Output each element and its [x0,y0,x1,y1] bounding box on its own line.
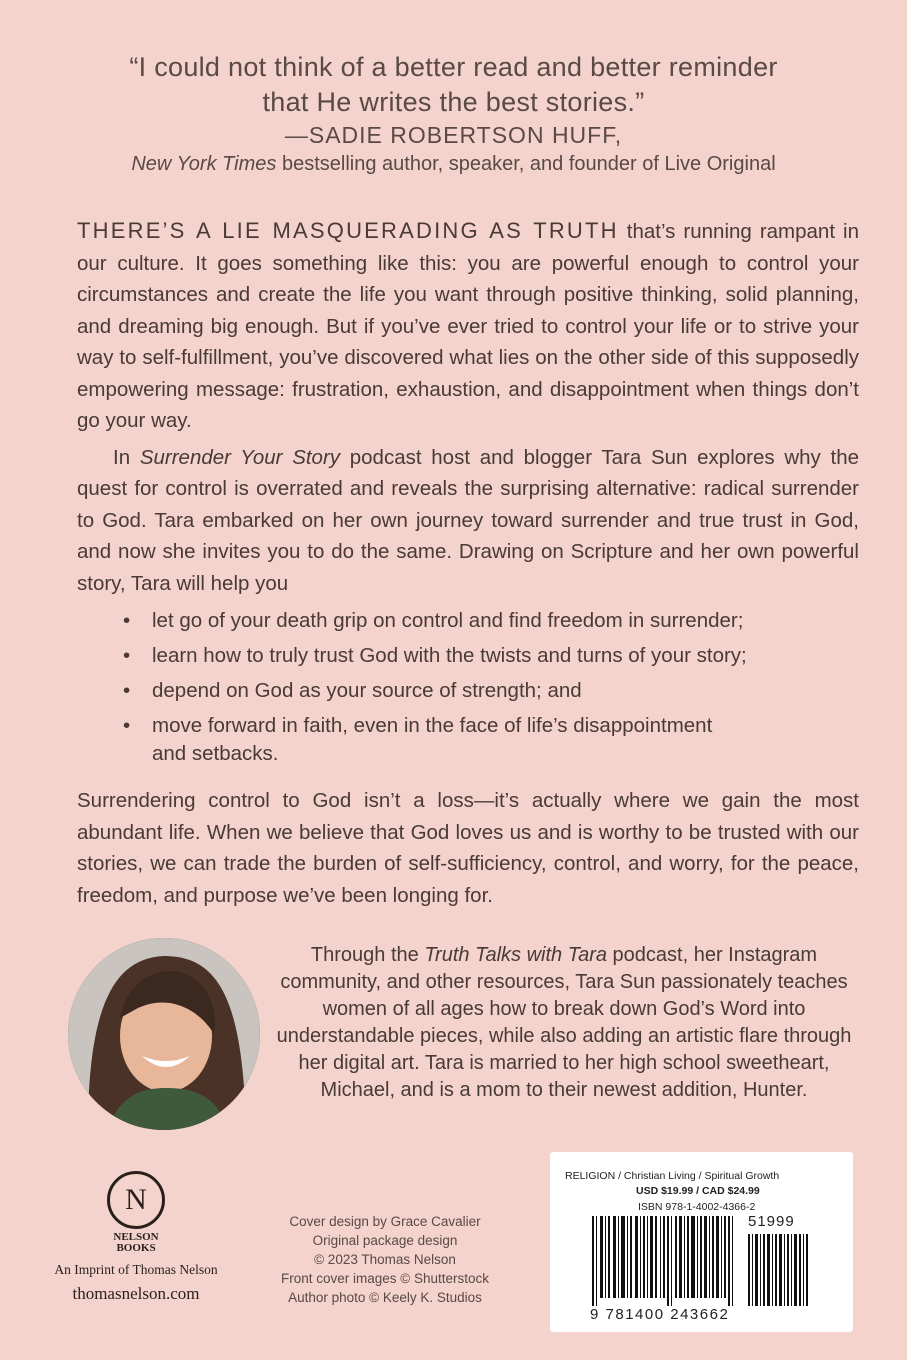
price-code: 51999 [748,1213,795,1230]
publisher-imprint: An Imprint of Thomas Nelson [54,1262,218,1277]
publisher-website: thomasnelson.com [72,1284,200,1303]
quote-descriptor-rest: bestselling author, speaker, and founder of Live Original [276,153,776,175]
podcast-title: Truth Talks with Tara [424,944,607,966]
bio-pre: Through the [310,944,425,966]
list-item-text: move forward in faith, even in the face of life’s disappointment and setbacks. [152,714,713,765]
quote-descriptor-publication: New York Times [131,153,277,175]
credit-line: Cover design by Grace Cavalier [289,1214,481,1229]
publisher-name [86,1232,186,1254]
publisher-name-line-2: BOOKS [116,1242,156,1254]
list-item-text: let go of your death grip on control and find freedom in surrender; [152,609,744,632]
bullet-icon: • [123,679,131,702]
list-item [120,712,742,768]
credit-line: Front cover images © Shutterstock [280,1271,490,1286]
book-title: Surrender Your Story [139,445,341,469]
list-item-text: learn how to truly trust God with the twists and turns of your story; [152,644,747,667]
credit-line: Author photo © Keely K. Studios [288,1290,482,1305]
author-photo [68,938,260,1130]
category-label: RELIGION / Christian Living / Spiritual Growth [565,1170,780,1182]
list-item [120,607,820,635]
bio-text: podcast, her Instagram community, and other resources, Tara Sun passionately teaches women of all ages how to break down God’s Word into understandable pieces, while also adding an artistic flare through her digital art. Tara is married to her high school sweetheart, Michael, and is a mom to their newest addition, Hunter. [276,944,852,1101]
endorsement-quote [0,50,907,176]
ean-digits: 9 781400 243662 [590,1306,730,1323]
summary-pre: In [113,445,140,469]
author-photo-icon [68,938,260,1130]
barcode-panel [550,1152,853,1332]
barcode-icon [590,1216,840,1316]
paragraph-intro [77,215,859,437]
bullet-icon: • [123,644,131,667]
list-item [120,677,820,705]
quote-descriptor [0,153,907,176]
paragraph-intro-text: that’s running rampant in our culture. It goes something like this: you are powerful enough to control your circumstances and create the life you want through positive thinking, solid planning, and dreaming big enough. But if you’ve ever tried to control your life or to strive your way to self-fulfillment, you’ve discovered what lies on the other side of this supposedly empowering message: frustration, exhaustion, and disappointment when things don’t go your way. [77,220,859,432]
publisher-name-line-1: NELSON [113,1231,159,1243]
nelson-logo-icon: N [107,1171,165,1229]
quote-attribution: —SADIE ROBERTSON HUFF, [284,122,623,148]
lead-in-caps: THERE’S A LIE MASQUERADING AS TRUTH [77,218,619,243]
list-item-text: depend on God as your source of strength; and [152,679,582,702]
closing-paragraph: Surrendering control to God isn’t a loss—it’s actually where we gain the most abundant life. When we believe that God loves us and is worthy to be trusted with our stories, we can trade the burden of self-sufficiency, control, and worry, for the peace, freedom, and purpose we’ve been longing for. [77,789,859,907]
paragraph-book-summary [77,442,859,600]
credit-line: Original package design [312,1233,458,1248]
description-body [77,215,859,599]
summary-text: podcast host and blogger Tara Sun explores why the quest for control is overrated and reveals the surprising alternative: radical surrender to God. Tara embarked on her own journey toward surrender and true trust in God, and now she invites you to do the same. Drawing on Scripture and her own powerful story, Tara will help you [77,445,859,595]
credit-line: © 2023 Thomas Nelson [314,1252,456,1267]
price-label: USD $19.99 / CAD $24.99 [636,1185,760,1197]
benefit-list [120,607,820,775]
quote-line-1: “I could not think of a better read and better reminder [129,52,778,82]
bullet-icon: • [123,714,131,737]
bullet-icon: • [123,609,131,632]
isbn-label: ISBN 978-1-4002-4366-2 [638,1201,756,1213]
quote-line-2: that He writes the best stories.” [262,87,645,117]
cover-credits [270,1212,500,1307]
author-bio [268,942,860,1104]
list-item [120,642,820,670]
